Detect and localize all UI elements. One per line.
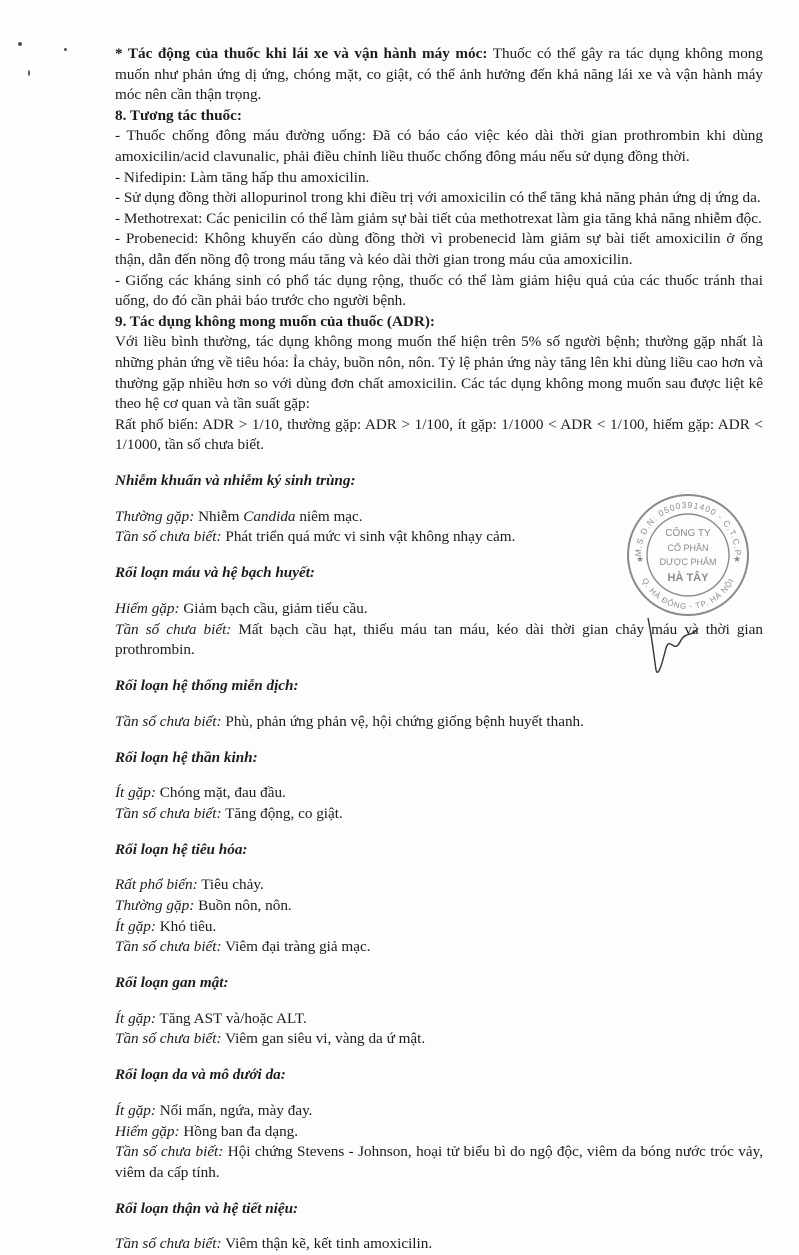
- adr-line-text: Phù, phản ứng phản vệ, hội chứng giống bệnh huyết thanh.: [221, 712, 584, 730]
- adr-line-text: Giảm bạch cầu, giảm tiểu cầu.: [179, 600, 368, 617]
- section-heading: 8. Tương tác thuốc:: [115, 106, 242, 124]
- adr-line: [115, 896, 763, 917]
- stamp-ring-bottom: Q. HÀ ĐÔNG - TP. HÀ NỘI: [640, 576, 736, 612]
- interaction-item: - Nifedipin: Làm tăng hấp thu amoxicilin.: [115, 168, 370, 186]
- stamp-line-2: CỔ PHẦN: [667, 543, 709, 553]
- paragraph: [115, 44, 763, 106]
- stamp-line-1: CÔNG TY: [665, 528, 711, 539]
- adr-line: [115, 783, 763, 804]
- adr-group-title: Rối loạn hệ thần kinh:: [115, 748, 258, 766]
- adr-line: [115, 1009, 763, 1030]
- interaction-item: - Probenecid: Không khuyến cáo dùng đồng thời vì probenecid làm giảm sự bài tiết amoxicilin ở ống thận, dẫn đến nồng độ trong máu tăng và kéo dài thời gian trong máu của amoxicilin.: [115, 230, 763, 268]
- adr-frequency-label: Tần số chưa biết:: [115, 1235, 222, 1253]
- adr-line: [115, 1142, 763, 1183]
- adr-line: [115, 804, 763, 825]
- svg-text:★: ★: [636, 554, 645, 564]
- interaction-item: - Methotrexat: Các penicilin có thể làm giảm sự bài tiết của methotrexat làm gia tăng khả năng nhiễm độc.: [115, 209, 762, 227]
- adr-line: [115, 712, 763, 733]
- adr-frequency-label: Rất phổ biến:: [115, 876, 198, 894]
- scan-speck: [18, 42, 22, 46]
- adr-line: [115, 1101, 763, 1122]
- adr-group-title: Rối loạn máu và hệ bạch huyết:: [115, 564, 315, 582]
- svg-text:★: ★: [733, 554, 742, 564]
- adr-line: [115, 917, 763, 938]
- adr-line-text: Tăng động, co giật.: [221, 804, 343, 822]
- paragraph-text: Thuốc có thể gây ra tác dụng không mong muốn như phản ứng dị ứng, chóng mặt, co giật, có thể ảnh hưởng đến khả năng lái xe và vận hành máy móc nên cần thận trọng.: [115, 45, 763, 104]
- adr-frequency-label: Tần số chưa biết:: [115, 620, 232, 638]
- adr-group-title: Rối loạn hệ thống miễn dịch:: [115, 676, 299, 694]
- signature-mark: [640, 598, 710, 688]
- adr-frequency-label: Ít gặp:: [115, 1101, 156, 1119]
- adr-line: [115, 875, 763, 896]
- adr-frequency-label: Ít gặp:: [115, 917, 156, 935]
- adr-line-text: Chóng mặt, đau đầu.: [155, 784, 286, 802]
- adr-group-title: Rối loạn gan mật:: [115, 974, 229, 992]
- adr-frequency-label: Hiếm gặp:: [115, 600, 180, 617]
- interaction-item: - Giống các kháng sinh có phổ tác dụng rộng, thuốc có thể làm giảm hiệu quả của các thuốc tránh thai uống, do đó cần phải báo trước cho người bệnh.: [115, 271, 763, 310]
- adr-line-text: Mất bạch cầu hạt, thiếu máu tan máu, kéo dài thời gian chảy máu và thời gian prothrombin.: [115, 620, 763, 659]
- adr-frequency: Rất phổ biến: ADR > 1/10, thường gặp: ADR > 1/100, ít gặp: 1/1000 < ADR < 1/100, hiếm gặp: ADR < 1/1000, tần số chưa biết.: [115, 415, 763, 454]
- adr-group-title: Rối loạn thận và hệ tiết niệu:: [115, 1199, 299, 1217]
- adr-intro: Với liều bình thường, tác dụng không mong muốn thể hiện trên 5% số người bệnh; thường gặp nhất là những phản ứng về tiêu hóa: Ỉa chảy, buồn nôn, nôn. Tỷ lệ phản ứng này tăng lên khi dùng liều cao hơn và thường gặp nhiều hơn so với dùng đơn chất amoxicilin. Các tác dụng không mong muốn sau được liệt kê theo hệ cơ quan và tần suất gặp:: [115, 333, 763, 413]
- stamp-ring-top: M.S.D.N: 0500391400 - C.T.C.P: [632, 499, 744, 557]
- adr-line-italic: Candida: [243, 507, 296, 525]
- paragraph-heading: * Tác động của thuốc khi lái xe và vận hành máy móc:: [115, 45, 488, 62]
- adr-frequency-label: Hiếm gặp:: [115, 1122, 180, 1140]
- scan-speck: [64, 48, 67, 51]
- stamp-line-3: DƯỢC PHẨM: [659, 557, 717, 567]
- adr-line-tail: niêm mạc.: [295, 507, 363, 525]
- adr-frequency-label: Thường gặp:: [115, 507, 195, 525]
- adr-line: [115, 937, 763, 958]
- adr-line-text: Hồng ban đa dạng.: [179, 1122, 299, 1140]
- adr-group-title: Rối loạn da và mô dưới da:: [115, 1066, 286, 1084]
- adr-line-text: Khó tiêu.: [155, 917, 217, 935]
- adr-frequency-label: Tần số chưa biết:: [115, 528, 222, 546]
- stamp-line-4: HÀ TÂY: [667, 572, 709, 584]
- adr-line-text: Tiêu chảy.: [197, 876, 264, 894]
- adr-line-text: Buồn nôn, nôn.: [194, 897, 292, 915]
- adr-frequency-label: Ít gặp:: [115, 1009, 156, 1027]
- section-heading: 9. Tác dụng không mong muốn của thuốc (ADR):: [115, 312, 435, 330]
- adr-line-text: Tăng AST và/hoặc ALT.: [155, 1009, 307, 1027]
- adr-group-title: Rối loạn hệ tiêu hóa:: [115, 840, 248, 858]
- adr-line: [115, 1029, 763, 1050]
- adr-frequency-label: Thường gặp:: [115, 897, 195, 915]
- adr-line-text: Viêm đại tràng giả mạc.: [221, 938, 371, 956]
- interaction-item: - Thuốc chống đông máu đường uống: Đã có báo cáo việc kéo dài thời gian prothrombin khi dùng amoxicilin/acid clavunalic, phải điều chỉnh liều thuốc chống đông máu nếu sử dụng đồng thời.: [115, 127, 763, 165]
- adr-frequency-label: Ít gặp:: [115, 784, 156, 802]
- adr-frequency-label: Tần số chưa biết:: [115, 712, 222, 730]
- adr-frequency-label: Tần số chưa biết:: [115, 804, 222, 822]
- adr-line-text: Hội chứng Stevens - Johnson, hoại tử biểu bì do ngộ độc, viêm da bóng nước tróc vảy, viêm da cấp tính.: [115, 1143, 763, 1181]
- adr-line-text: Viêm gan siêu vi, vàng da ứ mật.: [221, 1030, 426, 1048]
- adr-frequency-label: Tần số chưa biết:: [115, 1030, 222, 1048]
- interaction-item: - Sử dụng đồng thời allopurinol trong khi điều trị với amoxicilin có thể tăng khả năng phản ứng dị ứng da.: [115, 189, 761, 207]
- adr-frequency-label: Tần số chưa biết:: [115, 1143, 224, 1161]
- adr-line: [115, 1234, 763, 1255]
- adr-line-text: Viêm thận kẽ, kết tinh amoxicilin.: [221, 1235, 433, 1253]
- adr-line-text: Nhiễm: [194, 507, 244, 525]
- adr-line-text: Phát triển quá mức vi sinh vật không nhạy cảm.: [221, 528, 516, 546]
- scan-speck: [28, 70, 30, 76]
- adr-line-text: Nổi mẩn, ngứa, mày đay.: [155, 1101, 313, 1119]
- adr-frequency-label: Tần số chưa biết:: [115, 938, 222, 956]
- adr-group-title: Nhiễm khuẩn và nhiễm ký sinh trùng:: [115, 472, 356, 490]
